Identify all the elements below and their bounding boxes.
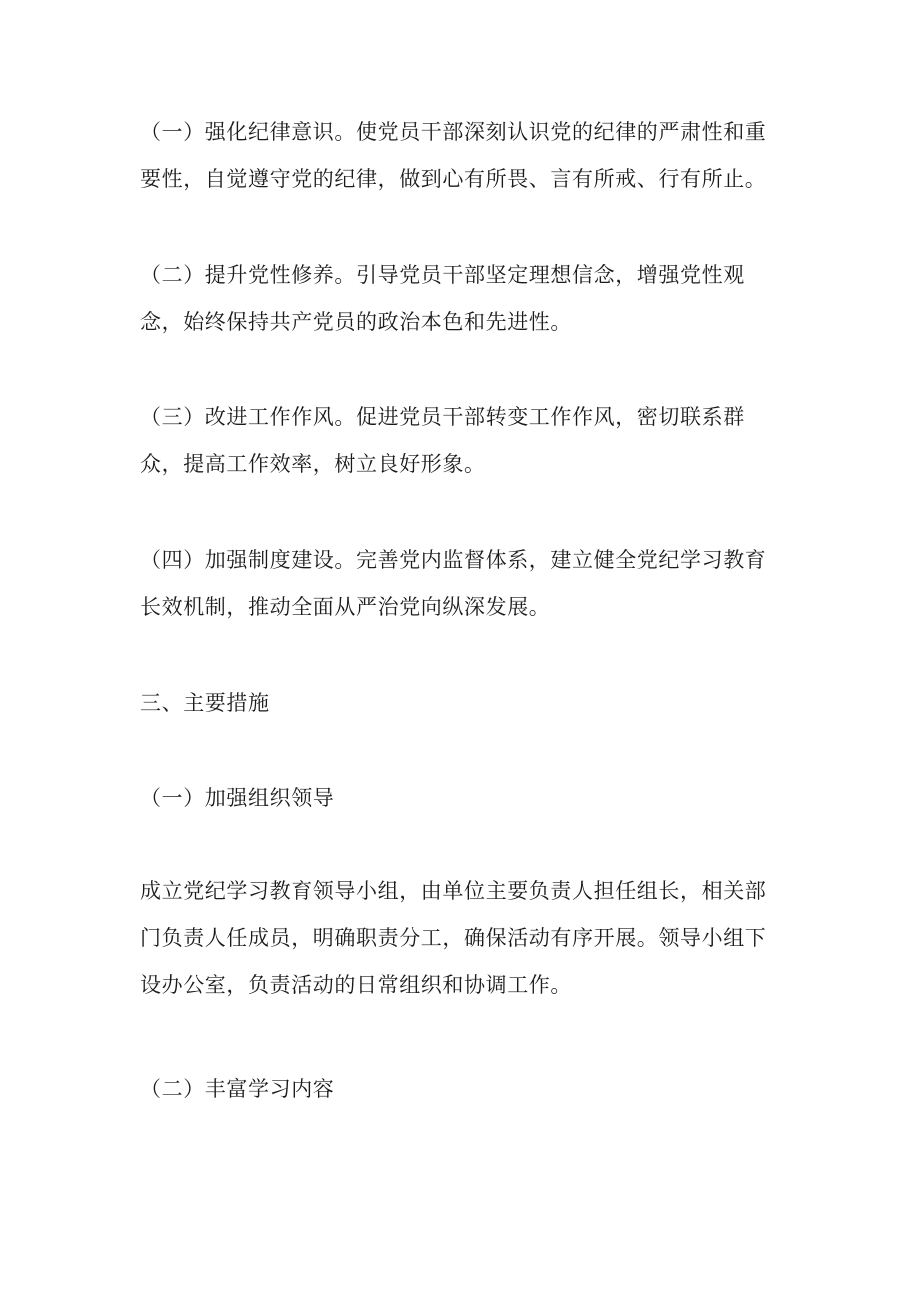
text-line: （三）改进工作作风。促进党员干部转变工作作风，密切联系群 <box>140 405 745 429</box>
text-line: 念，始终保持共产党员的政治本色和先进性。 <box>140 310 572 334</box>
objective-paragraph-3 <box>140 394 780 488</box>
sub-heading-organization: （一）加强组织领导 <box>140 786 335 810</box>
text-line: 要性，自觉遵守党的纪律，做到心有所畏、言有所戒、行有所止。 <box>140 167 767 191</box>
text-line: 长效机制，推动全面从严治党向纵深发展。 <box>140 595 551 619</box>
section-heading: 三、主要措施 <box>140 691 270 715</box>
objective-paragraph-4 <box>140 537 780 631</box>
text-line: 设办公室，负责活动的日常组织和协调工作。 <box>140 973 572 997</box>
text-line: 门负责人任成员，明确职责分工，确保活动有序开展。领导小组下 <box>140 926 767 950</box>
text-line: （二）提升党性修养。引导党员干部坚定理想信念，增强党性观 <box>140 263 745 287</box>
text-line: 众，提高工作效率，树立良好形象。 <box>140 452 486 476</box>
text-line: 成立党纪学习教育领导小组，由单位主要负责人担任组长，相关部 <box>140 879 767 903</box>
text-line: （四）加强制度建设。完善党内监督体系，建立健全党纪学习教育 <box>140 548 767 572</box>
objective-paragraph-1 <box>140 109 780 203</box>
objective-paragraph-2 <box>140 252 780 346</box>
text-line: （一）强化纪律意识。使党员干部深刻认识党的纪律的严肃性和重 <box>140 120 767 144</box>
measure-paragraph-1 <box>140 868 780 1009</box>
sub-heading-content: （二）丰富学习内容 <box>140 1077 335 1101</box>
